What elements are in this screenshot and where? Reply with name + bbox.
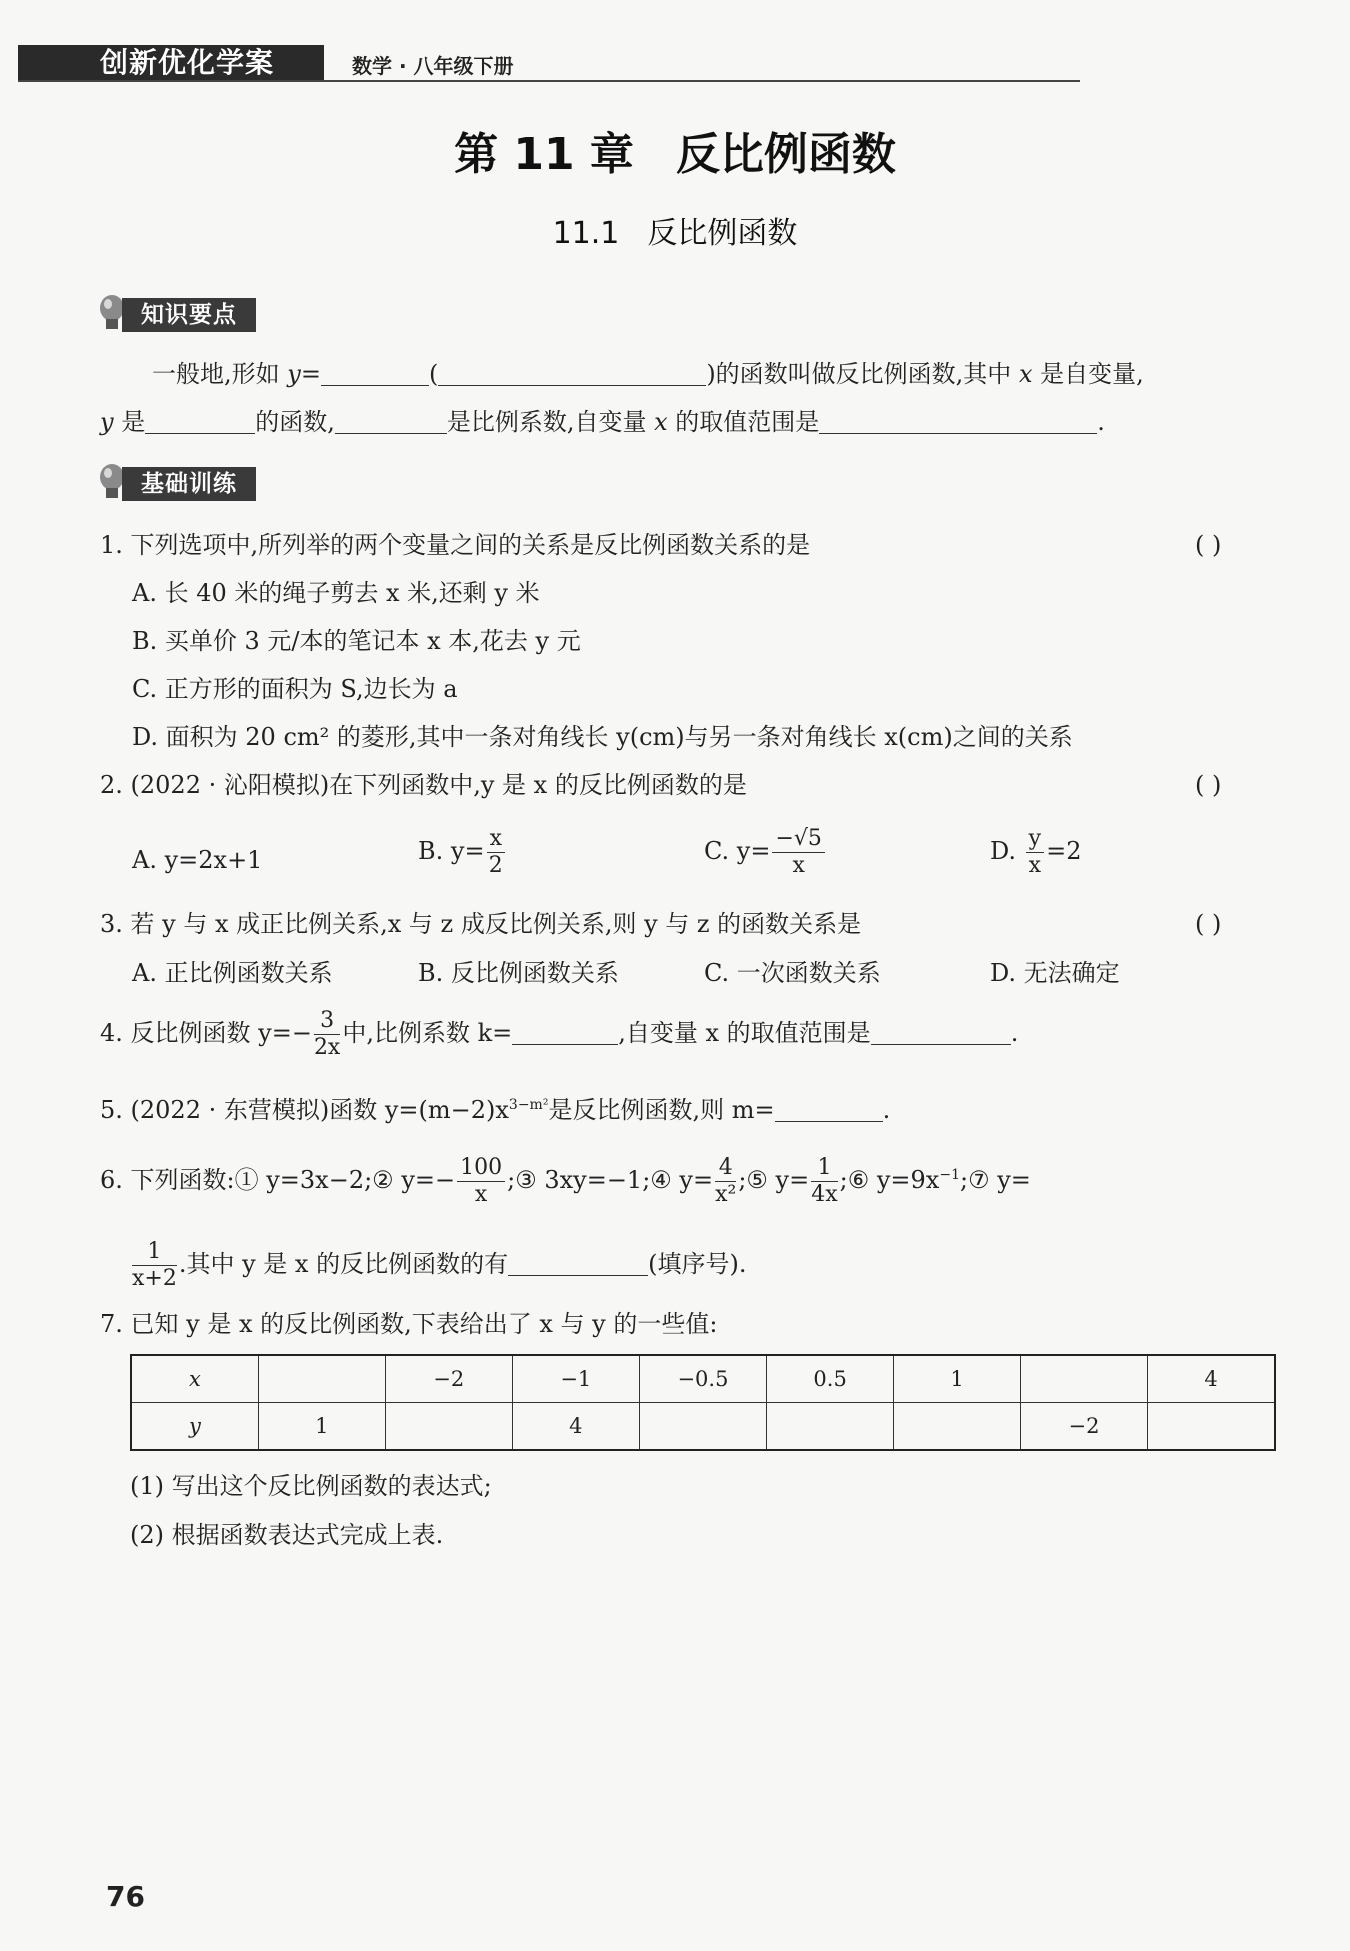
table-cell[interactable] [639, 1403, 766, 1451]
denominator: 2x [313, 1035, 341, 1060]
answer-blank[interactable] [145, 407, 255, 434]
knowledge-line-1: 一般地,形如 y= ( )的函数叫做反比例函数,其中 x 是自变量, [152, 360, 1144, 388]
subject-label: 数学 · 八年级下册 [352, 54, 514, 78]
table-cell[interactable] [894, 1403, 1021, 1451]
q4-text: 4. 反比例函数 y=− [100, 1019, 312, 1047]
chapter-title [0, 118, 1350, 182]
q5-text: . [882, 1096, 891, 1124]
knowledge-text: 的函数, [255, 408, 335, 436]
q3-option-c: C. 一次函数关系 [704, 959, 881, 987]
table-cell[interactable] [258, 1355, 385, 1403]
option-tail: =2 [1046, 837, 1082, 865]
q5 [100, 1088, 890, 1127]
fraction [314, 1008, 340, 1061]
q3-answer-paren[interactable]: ( ) [1195, 910, 1222, 938]
fraction [772, 826, 824, 879]
table-header-y: y [131, 1403, 258, 1451]
knowledge-text: 是自变量, [1032, 360, 1144, 388]
q6-text: ;⑦ y= [959, 1166, 1031, 1194]
knowledge-text: 是 [113, 408, 146, 436]
training-tag [98, 467, 258, 501]
numerator: −√5 [772, 826, 824, 853]
fraction [811, 1155, 837, 1208]
numerator: 3 [314, 1008, 340, 1035]
numerator: y [1026, 826, 1044, 853]
q7-sub-2: (2) 根据函数表达式完成上表. [130, 1521, 444, 1549]
table-cell[interactable]: −1 [512, 1355, 639, 1403]
denominator: x [1028, 853, 1042, 878]
q1-answer-paren[interactable]: ( ) [1195, 531, 1222, 559]
q6-line-2 [130, 1239, 746, 1292]
q2-stem: 2. (2022 · 沁阳模拟)在下列函数中,y 是 x 的反比例函数的是 [100, 771, 747, 799]
answer-blank[interactable] [512, 1018, 618, 1045]
q6-line-1 [100, 1155, 1031, 1208]
q2-option-b [418, 826, 507, 879]
knowledge-text: )的函数叫做反比例函数,其中 [706, 360, 1019, 388]
q4-text: . [1010, 1019, 1019, 1047]
q4-text: 中,比例系数 k= [342, 1019, 513, 1047]
q2-option-a: A. y=2x+1 [132, 846, 263, 874]
header-rule [18, 80, 1080, 82]
denominator: x [792, 853, 805, 878]
answer-blank[interactable] [335, 407, 447, 434]
chapter-number: 第 11 章 [454, 129, 634, 180]
table-cell[interactable]: 0.5 [767, 1355, 894, 1403]
q7-sub-1: (1) 写出这个反比例函数的表达式; [130, 1472, 492, 1500]
q5-text: 是反比例函数,则 m= [548, 1096, 775, 1124]
table-header-x: x [131, 1355, 258, 1403]
q2-option-c [704, 826, 827, 879]
table-cell[interactable] [1021, 1355, 1148, 1403]
section-name: 反比例函数 [647, 216, 798, 251]
q1-stem: 1. 下列选项中,所列举的两个变量之间的关系是反比例函数关系的是 [100, 531, 811, 559]
answer-blank[interactable] [775, 1095, 883, 1122]
q3-stem: 3. 若 y 与 x 成正比例关系,x 与 z 成反比例关系,则 y 与 z 的函数关系是 [100, 910, 862, 938]
q7-stem: 7. 已知 y 是 x 的反比例函数,下表给出了 x 与 y 的一些值: [100, 1310, 718, 1338]
q4-text: ,自变量 x 的取值范围是 [618, 1019, 871, 1047]
q2-option-d [990, 826, 1081, 879]
table-cell[interactable]: 1 [894, 1355, 1021, 1403]
answer-blank[interactable] [321, 359, 429, 386]
chapter-name: 反比例函数 [675, 129, 896, 180]
q3-option-b: B. 反比例函数关系 [418, 959, 619, 987]
numerator: 1 [811, 1155, 837, 1182]
fraction [132, 1239, 177, 1292]
fraction [487, 826, 505, 879]
training-tag-label: 基础训练 [122, 467, 256, 501]
denominator: x [474, 1182, 488, 1207]
table-row [131, 1403, 1275, 1451]
q1-option-d: D. 面积为 20 cm² 的菱形,其中一条对角线长 y(cm)与另一条对角线长 x(cm)之间的关系 [132, 723, 1073, 751]
knowledge-line-2: y 是 的函数, 是比例系数,自变量 x 的取值范围是 . [100, 408, 1105, 436]
numerator: 4 [715, 1155, 736, 1182]
exponent: 3−m² [508, 1097, 549, 1113]
denominator: 4x [811, 1182, 838, 1207]
section-number: 11.1 [552, 216, 620, 251]
q6-text: ;③ 3xy=−1;④ y= [507, 1166, 714, 1194]
q2-answer-paren[interactable]: ( ) [1195, 771, 1222, 799]
numerator: 1 [132, 1239, 177, 1266]
q6-text: ;⑥ y=9x [839, 1166, 940, 1194]
denominator: x² [715, 1182, 737, 1207]
q3-option-a: A. 正比例函数关系 [132, 959, 333, 987]
numerator: 100 [457, 1155, 505, 1182]
fraction [715, 1155, 736, 1208]
q6-text: .其中 y 是 x 的反比例函数的有 [178, 1250, 509, 1278]
table-row [131, 1355, 1275, 1403]
denominator: 2 [488, 853, 503, 878]
answer-blank[interactable] [819, 407, 1097, 434]
section-title [0, 208, 1350, 252]
option-label: D. [990, 837, 1024, 865]
q3-option-d: D. 无法确定 [990, 959, 1120, 987]
page-number: 76 [106, 1880, 145, 1913]
q5-text: 5. (2022 · 东营模拟)函数 y=(m−2)x [100, 1096, 509, 1124]
value-table [130, 1354, 1276, 1451]
q1-option-a: A. 长 40 米的绳子剪去 x 米,还剩 y 米 [132, 579, 540, 607]
q4 [100, 1008, 1018, 1061]
knowledge-tag-label: 知识要点 [122, 298, 256, 332]
q6-text: (填序号). [648, 1250, 747, 1278]
table-cell[interactable] [1148, 1403, 1275, 1451]
option-label: C. y= [704, 837, 771, 865]
answer-blank[interactable] [438, 359, 706, 386]
table-cell[interactable]: 4 [1148, 1355, 1275, 1403]
table-cell[interactable]: −2 [1021, 1403, 1148, 1451]
option-label: B. y= [418, 837, 485, 865]
answer-blank[interactable] [871, 1018, 1011, 1045]
answer-blank[interactable] [508, 1249, 648, 1276]
table-cell[interactable]: 1 [258, 1403, 385, 1451]
q6-text: 6. 下列函数:① y=3x−2;② y=− [100, 1166, 456, 1194]
denominator: x+2 [132, 1266, 177, 1291]
q1-option-b: B. 买单价 3 元/本的笔记本 x 本,花去 y 元 [132, 627, 581, 655]
q6-text: ;⑤ y= [738, 1166, 810, 1194]
knowledge-text: ( [428, 360, 439, 388]
q1-option-c: C. 正方形的面积为 S,边长为 a [132, 675, 458, 703]
knowledge-text: 一般地,形如 [152, 360, 288, 388]
brand-logo: 创新优化学案 [100, 46, 275, 79]
exponent: −1 [939, 1167, 960, 1183]
fraction [1026, 826, 1044, 879]
knowledge-text: . [1097, 408, 1105, 436]
table-cell[interactable] [767, 1403, 894, 1451]
table-cell[interactable] [385, 1403, 512, 1451]
fraction [457, 1155, 505, 1208]
table-cell[interactable]: −2 [385, 1355, 512, 1403]
table-cell[interactable]: −0.5 [639, 1355, 766, 1403]
knowledge-text: 的取值范围是 [667, 408, 820, 436]
knowledge-tag [98, 298, 258, 332]
table-cell[interactable]: 4 [512, 1403, 639, 1451]
knowledge-text: 是比例系数,自变量 [446, 408, 655, 436]
numerator: x [487, 826, 505, 853]
